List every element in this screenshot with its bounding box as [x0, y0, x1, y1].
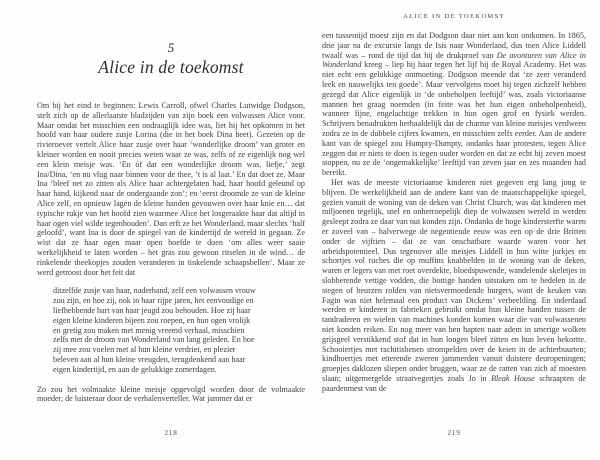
page-right — [322, 0, 586, 460]
right-paragraph-1: een tussentijd moest zijn en dat Dodgson daar niet aan kon ontkomen. In 1865, drie jaar na de excursie langs de Isis naar Wonderland, dus toen Alice Liddell twaalf was – rond de tijd dat hij de drukproef van De avonturen van Alice in Wonderland kreeg – liep hij haar tegen het lijf bij de Royal Academy. Het was niet echt een gelukkige ontmoeting. Dodgson meende dat ‘ze zeer veranderd leek en nauwelijks ten goede’. Maar vervolgens moet hij tegen zichzelf hebben gezegd dat Alice eigenlijk in ‘de onbeholpen leeftijd’ was, zoals victoriaanse mannen het graag noemden (in feite was het hun eigen onbeholpenheid), wanneer fijne, engelachtige trekken in hun ogen grof en fysiek werden. Schrijvers benadrukten herhaaldelijk dat de charme van kleine meisjes verdween zodra ze in de dubbele cijfers kwamen, en misschien zelfs eerder. Aan de andere kant van de spiegel zou Humpty-Dumpty, ondanks haar protesten, tegen Alice zeggen dat er niets te doen is tegen ouder worden en dat ze echt bij zeven moest stoppen, nu ze de ‘ongemakkelijke’ leeftijd van zeven jaar en zes maanden had bereikt. — [322, 31, 586, 178]
running-head: ALICE IN DE TOEKOMST — [403, 13, 505, 20]
chapter-title: Alice in de toekomst — [98, 57, 244, 77]
right-paragraph-2: Het was de meeste victoriaanse kinderen niet gegeven erg lang jong te blijven. De werkelijkheid aan de andere kant van de maatschappelijke spiegel, gezien vanuit de woning van de deken van Christ Church, was dat kinderen met miljoenen tegelijk, snel en onherroepelijk diep de volwassen wereld in werden gesleept zodra ze daar van nut konden zijn. Ondanks de hoge kindersterfte waren er zoveel van – halverwege de negentiende eeuw was een op de drie Britten onder de vijftien – dat ze van onschatbare waarde waren voor het arbeidspotentieel. Dus tegenover alle meisjes Liddell in hun witte jurkjes en schortjes vol ruches die op muffins knabbelden in de woning van de deken, waren er legers van met roet overdekte, bloedspuwende, wandelende skeletjes in slobberende vettige vodden, die bottige handen uitstaken om te bedelen in de stegen of beurzen rolden van nietsvermoedende burgers, want de keuken van Fagin was niet helemaal een product van Dickens’ verbeelding. En inderdaad werden er kinderen in fabrieken gebruikt omdat hun kleine handen tussen de tandraderen en wielen van machines konden komen waar die van volwassenen niet konden reiken. En nog meer van hen hapten naar adem in smerige wolken grijsgeel verstikkend stof dat in hun longen bleef zitten en hun leven bekortte. Schooiertjes met rachitisbenen strompelden over de keien in de achterbuurten; kindhoertjes met etterende zweren jammerden vanuit duistere deuropeningen; groepjes daklozen sliepen onder bruggen, waar ze de ratten van zich af moesten slaan; uitgemergelde straatvegertjes zoals Jo in Bleak House schraapten de paardenmest van de — [322, 177, 586, 393]
chapter-number: 5 — [167, 40, 175, 55]
page-number-left: 218 — [164, 429, 178, 437]
left-paragraph-2: Zo zou het volmaakte kleine meisje opgevolgd worden door de volmaakte moeder, de luisteraar door de verhalenverteller. Wat jammer dat er — [37, 384, 305, 404]
left-paragraph-1: Om bij het eind te beginnen: Lewis Carroll, ofwel Charles Lutwidge Dodgson, stelt zich op de allerlaatste bladzijden van zijn boek een volwassen Alice voor. Maar omdat het misschien een ondraaglijk idee was, liet hij het opkomen in het hoofd van haar oudere zusje Lorina (die in het boek Dina heet). Gezeten op de rivieroever vertelt Alice haar zusje over haar ‘wonderlijke droom’ van groter en kleiner worden en nooit precies weten waar ze was, zelfs of ze eigenlijk nog wel een klein meisje was. ‘En óf dat een wonderlijke droom was, liefje,’ zegt Ina/Dina, ‘en nu vlug naar binnen voor de thee, ’t is al laat.’ En dat doet ze. Maar Ina ‘bleef net zo zitten als Alice haar achtergelaten had, haar hoofd geleund op haar hand, kijkend naar de ondergaande zon’; en ‘eerst droomde ze van de kleine Alice zelf, en opnieuw lagen de kleine handen gevouwen over haar knie en… dat typische rukje van het hoofd zien waarmee Alice het losgeraakte haar dat altijd in haar ogen viel wilde tegenhouden’. Dan erft ze het Wonderland, maar slechts ‘half geloofd’, want Ina is door de spiegel van de kindertijd de wereld in gegaan. Ze wist dat ze haar ogen maar open hoefde te doen ‘om alles weer saaie werkelijkheid te laten worden – het gras zou gewoon ritselen in de wind… de rinkelende theekopjes zouden veranderen in tinkelende schaapsbellen’. Maar ze werd getroost door het feit dat — [37, 101, 305, 277]
block-quote: ditzelfde zusje van haar, naderhand, zelf een volwassen vrouw zou zijn, en hoe zij, ook in haar rijpe jaren, het eenvoudige en liefhebbende hart van haar jeugd zou behouden. Hoe zij haar eigen kleine kinderen bijeen zou roepen, en hun ogen vrolijk en gretig zou maken met menig vreemd verhaal, misschien zelfs met de droom van Wonderland van lang geleden. En hoe zij mee zou voelen met al hun kleine verdriet, en plezier beleven aan al hun kleine vreugden, terugdenkend aan haar eigen kindertijd, en aan de gelukkige zomerdagen. — [53, 286, 256, 374]
page-number-right: 219 — [447, 429, 461, 437]
page-left — [37, 0, 305, 460]
